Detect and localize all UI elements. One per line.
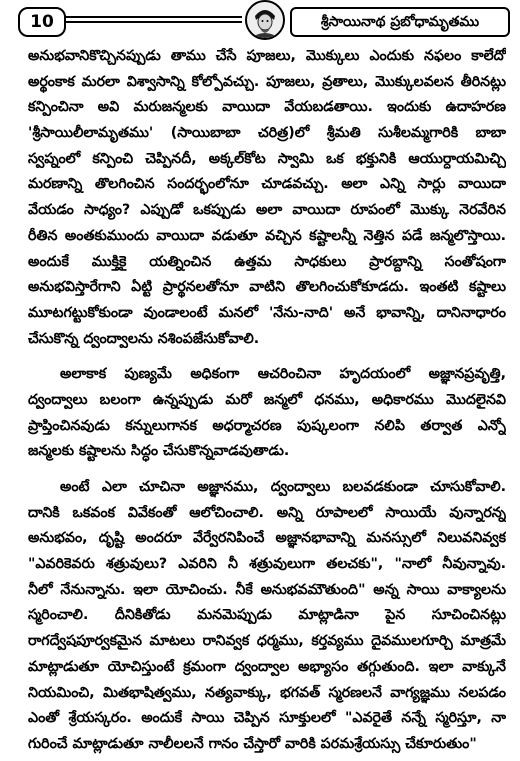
text-line: అందుకే ముక్తికై యత్నించిన ఉత్తమ సాధకులు ప్రారబ్దాన్ని సంతోషంగా bbox=[28, 253, 506, 270]
text-line: మూటగట్టుకోకుండా వుండాలంటే మనలో 'నేను-నాది' అనే భావాన్ని, దానినాధారం bbox=[28, 304, 506, 321]
text-line: నియమించి, మితభాషిత్వము, నత్యవాక్కు, భగవత్ స్మరణలనే వాగ్యజ్ఞము నలపడం bbox=[28, 684, 506, 701]
text-line: అనుభవం, దృష్టి అందరూ వేర్వేరనిపించే అజ్ఞానభావాన్ని మనస్సులో నిలువనివ్వక bbox=[28, 530, 506, 547]
text-line: గురించే మాట్లాడుతూ నాలీలలనే గానం చేస్తారో వారికి పరమశ్రేయస్సు చేకూరుతుం" bbox=[28, 735, 477, 752]
text-line: మరణాన్ని తొలగించిన సందర్భంలోనూ చూడవచ్చు. అలా ఎన్ని సార్లు వాయిదా bbox=[28, 176, 506, 193]
text-line: రీతిన అంతకుముందు వాయిదా వడుతూ వచ్చిన కష్టాలన్నీ నెత్తిన పడే జన్మలొస్తాయి. bbox=[28, 227, 506, 244]
text-line: రాగద్వేషపూర్వకమైన మాటలు రానివ్వక ధర్మము, కర్తవ్యము దైవములగూర్చి మాత్రమే bbox=[28, 633, 506, 650]
page-body bbox=[28, 44, 506, 758]
text-line: ఎంతో శ్రేయస్కరం. అందుకే సాయి చెప్పిన సూక్తులలో "ఎవరైతే నన్నే స్మరిస్తూ, నా bbox=[28, 710, 506, 727]
text-line: అర్థంకాక మరలా విశ్వాసాన్ని కోల్పోవచ్చు. పూజలు, వ్రతాలు, మొక్కులవలన తీరినట్లు bbox=[28, 73, 506, 90]
text-line: స్వప్నంలో కన్పించి చెప్పినదీ, అక్కల్‌కోట స్వామి ఒక భక్తునికి ఆయుర్దాయమిచ్చి bbox=[28, 150, 506, 167]
paragraph-1 bbox=[28, 44, 506, 352]
text-line: నీలో నేనున్నాను. ఇలా యోచించు. నీకే అనుభవమౌతుంది" అన్న సాయి వాక్యాలను bbox=[28, 581, 506, 598]
header-rule bbox=[64, 16, 242, 23]
text-line: "ఎవరికెవరు శత్రువులు? ఎవరిని నీ శత్రువులుగా తలచకు", "నాలో నీవున్నావు. bbox=[28, 556, 506, 573]
text-line: స్మరించాలి. దీనికితోడు మనమెప్పుడు మాట్లాడినా పైన సూచించినట్లు bbox=[28, 607, 506, 624]
text-line: అనుభవిస్తారేగాని ఏట్టి ప్రార్థనలతోనూ వాటిని తొలగించుకోకూడదు. ఇంతటి కష్టాలు bbox=[28, 279, 506, 296]
book-title: శ్రీసాయినాథ ప్రబోధామృతము bbox=[290, 7, 510, 37]
text-line: అనుభవానికొచ్చినప్పుడు తాము చేసే పూజలు, మొక్కులు ఎందుకు నఫలం కాలేదో bbox=[28, 48, 506, 64]
text-line: మాట్లాడుతూ యోచిస్తుంటే క్రమంగా ద్వంద్వాల అభ్యాసం తగ్గుతుంది. ఇలా వాక్కునే bbox=[28, 658, 506, 675]
text-line: దానికి ఒకవంక వివేకంతో ఆలోచించాలి. అన్ని రూపాలలో సాయియే వున్నారన్న bbox=[28, 504, 506, 521]
text-line: ద్వంద్వాలు బలంగా ఉన్నప్పుడు మరో జన్మలో ధనము, అధికారము మొదలైనవి bbox=[28, 391, 506, 408]
text-line: అలాకాక పుణ్యమే అధికంగా ఆచరించినా హృదయంలో అజ్ఞానప్రవృత్తి, bbox=[60, 366, 506, 383]
sai-baba-portrait-icon bbox=[245, 0, 285, 40]
text-line: జన్మలకు కష్టాలను సిద్ధం చేసుకొన్నవాడవుతాడు. bbox=[28, 443, 290, 460]
text-line: అంటే ఎలా చూచినా అజ్ఞానము, ద్వంద్వాలు బలవడకుండా చూసుకోవాలి. bbox=[60, 479, 506, 495]
paragraph-3 bbox=[28, 475, 506, 758]
text-line: వేయడం సాధ్యం? ఎప్పుడో ఒకప్పుడు అలా వాయిదా రూపంలో మొక్కు నెరవేరిన bbox=[28, 202, 506, 219]
text-line: 'శ్రీసాయిలీలామృతము' (సాయిబాబా చరిత్ర)లో శ్రీమతి సుశీలమ్మగారికి బాబా bbox=[28, 125, 506, 142]
text-line: చేసుకొన్న ద్వంద్వాలను నశింపజేసుకోవాలి. bbox=[28, 330, 260, 347]
page-number: 10 bbox=[18, 7, 66, 37]
paragraph-2 bbox=[28, 362, 506, 465]
text-line: కన్పించినా అవి మరుజన్మలకు వాయిదా వేయబడతాయి. ఇందుకు ఉదాహరణ bbox=[28, 99, 506, 116]
text-line: ప్రాప్తించినవుడు కన్నులుగానక అధర్మాచరణ పుష్కలంగా నలిపి తర్వాత ఎన్నో bbox=[28, 417, 506, 434]
page-header bbox=[0, 0, 520, 36]
